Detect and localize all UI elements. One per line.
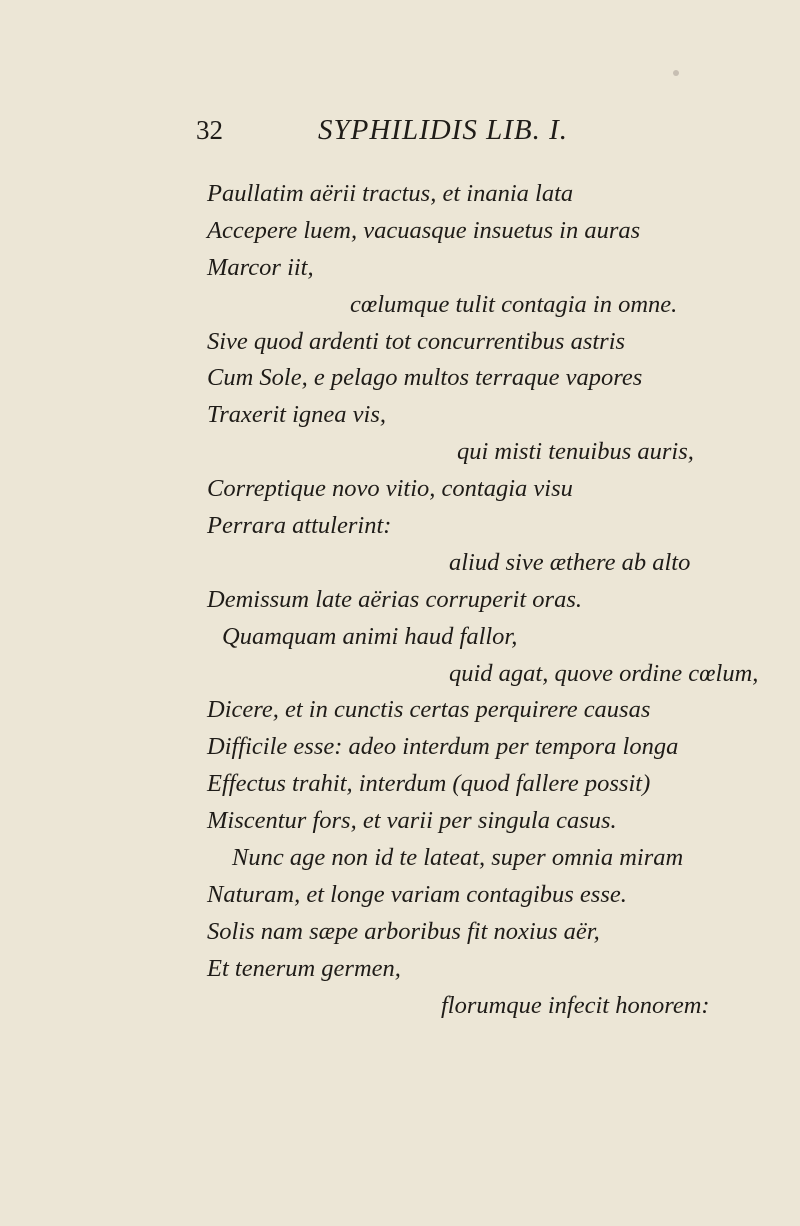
verse-line: Sive quod ardenti tot concurrentibus astris — [207, 327, 626, 355]
verse-line: Cum Sole, e pelago multos terraque vapores — [207, 364, 643, 392]
verse-line: Nunc age non id te lateat, super omnia miram — [232, 844, 684, 872]
verse-line: quid agat, quove ordine cœlum, — [449, 659, 759, 687]
verse-line: aliud sive æthere ab alto — [449, 548, 691, 576]
running-title: SYPHILIDIS LIB. I. — [318, 114, 568, 146]
paper-spot — [673, 70, 679, 76]
verse-block — [0, 176, 800, 1024]
verse-line: Traxerit ignea vis, — [207, 401, 386, 429]
verse-line: Perrara attulerint: — [207, 512, 392, 540]
verse-line: Quamquam animi haud fallor, — [222, 622, 518, 650]
verse-line: florumque infecit honorem: — [441, 991, 710, 1019]
verse-line: Miscentur fors, et varii per singula casus. — [207, 807, 617, 835]
verse-line: Solis nam sæpe arboribus fit noxius aër, — [207, 917, 600, 945]
verse-line: Correptique novo vitio, contagia visu — [207, 475, 573, 503]
verse-line: Paullatim aërii tractus, et inania lata — [207, 180, 574, 207]
page-number: 32 — [196, 115, 223, 145]
verse-line: Effectus trahit, interdum (quod fallere possit) — [207, 770, 651, 798]
verse-line: Et tenerum germen, — [207, 954, 401, 982]
verse-line: Difficile esse: adeo interdum per tempora longa — [207, 733, 679, 761]
verse-line: qui misti tenuibus auris, — [457, 438, 694, 466]
verse-line: Dicere, et in cunctis certas perquirere causas — [207, 696, 651, 724]
verse-line: Marcor iit, — [207, 253, 314, 281]
verse-line: Naturam, et longe variam contagibus esse. — [207, 880, 627, 908]
verse-line: cœlumque tulit contagia in omne. — [350, 290, 678, 318]
verse-line: Demissum late aërias corruperit oras. — [207, 585, 582, 613]
page-header — [0, 110, 800, 150]
verse-line: Accepere luem, vacuasque insuetus in auras — [207, 216, 641, 244]
